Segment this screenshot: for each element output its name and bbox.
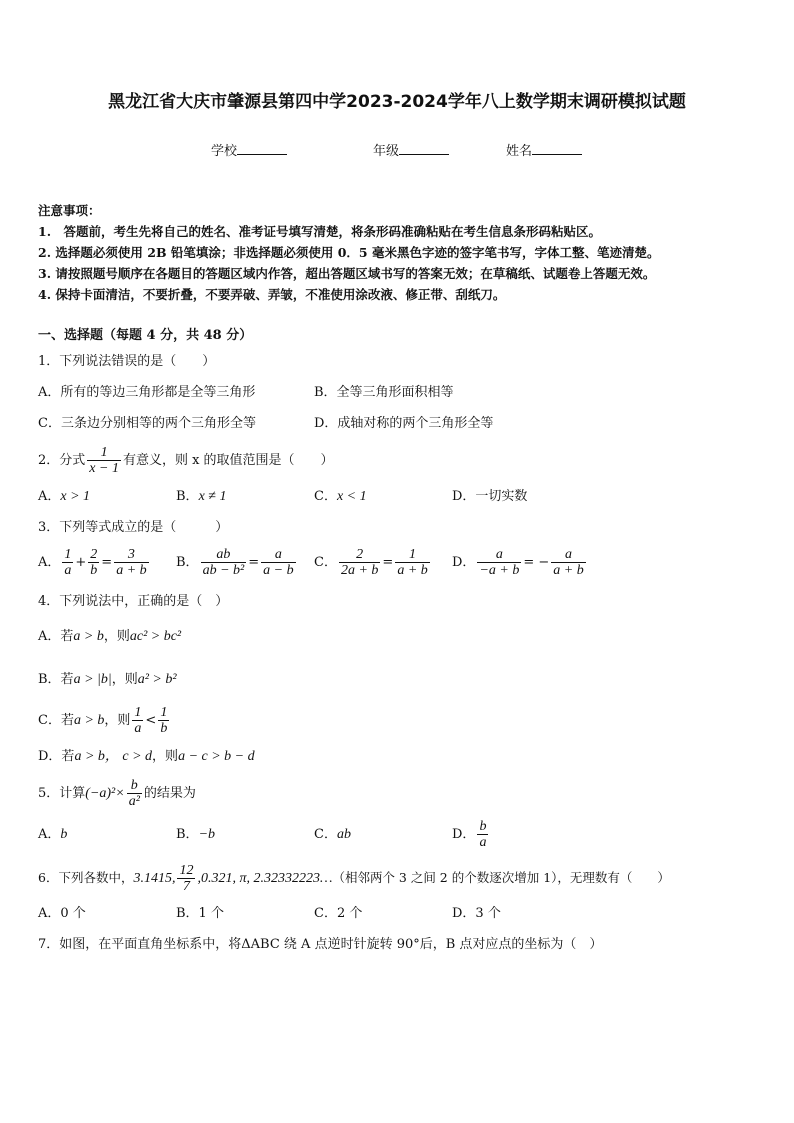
q3a-equals: = xyxy=(101,555,113,570)
q4c-then: ，则 xyxy=(104,713,131,728)
q5-option-b-label: B． xyxy=(176,827,199,842)
q6-prefix: 6．下列各数中， xyxy=(38,870,134,885)
q4c-frac-2 xyxy=(158,705,169,736)
q2-numerator: 1 xyxy=(87,445,121,461)
q3-option-b-label: B． xyxy=(176,555,199,570)
grade-field xyxy=(373,140,449,159)
q3a-frac-3 xyxy=(114,547,148,578)
q3d-frac-1-num: a xyxy=(477,547,521,563)
q6-option-c: C．2 个 xyxy=(314,906,363,921)
q4b-then: ，则 xyxy=(111,672,138,687)
q3d-frac-1-den: −a + b xyxy=(479,563,520,578)
q4b-prefix: B．若 xyxy=(38,672,74,687)
school-field xyxy=(211,140,287,159)
q3c-equals: = xyxy=(382,555,394,570)
q2-option-a-math: x > 1 xyxy=(60,489,91,504)
q3-option-d xyxy=(452,546,588,580)
q6-option-a: A．0 个 xyxy=(38,906,86,921)
q3b-frac-2 xyxy=(261,547,295,578)
q5-stem xyxy=(38,777,196,811)
q3d-frac-2 xyxy=(551,547,585,578)
page-title: 黑龙江省大庆市肇源县第四中学2023-2024学年八上数学期末调研模拟试题 xyxy=(108,92,686,112)
q3d-frac-2-den: a + b xyxy=(553,563,584,578)
notice-item-3: 3. 请按照题号顺序在各题目的答题区域内作答，超出答题区域书写的答案无效；在草稿纸、试题卷上答题无效。 xyxy=(38,266,656,281)
q3-option-a xyxy=(38,546,151,580)
notice-item-1: 1. 答题前，考生先将自己的姓名、准考证号填写清楚，将条形码准确粘贴在考生信息条形码粘贴区。 xyxy=(38,224,602,239)
q7-stem: 7．如图，在平面直角坐标系中，将ΔABC 绕 A 点逆时针旋转 90°后，B 点对应点的坐标为（ ） xyxy=(38,937,603,952)
q3c-frac-2-den: a + b xyxy=(397,563,428,578)
q4-option-c xyxy=(38,704,171,738)
q4b-condition: a > |b| xyxy=(73,672,112,687)
q5-option-d xyxy=(452,818,490,852)
q3b-frac-1-den: ab − b² xyxy=(202,563,245,578)
q3a-frac-1-den: a xyxy=(64,563,72,578)
q6-stem xyxy=(38,861,670,896)
q2-option-a xyxy=(38,489,90,505)
q2-denominator: x − 1 xyxy=(89,461,119,476)
q2-stem-suffix: 有意义，则 x 的取值范围是（ ） xyxy=(122,453,334,468)
q4c-frac-2-den: b xyxy=(160,721,168,736)
school-label: 学校 xyxy=(211,144,238,159)
grade-blank xyxy=(399,142,449,155)
q3-option-a-label: A． xyxy=(38,555,61,570)
q4c-frac-1-num: 1 xyxy=(134,705,142,720)
q6-suffix: （相邻两个 3 之间 2 的个数逐次增加 1），无理数有（ ） xyxy=(332,870,670,885)
q4a-condition: a > b xyxy=(73,629,104,644)
q4a-prefix: A．若 xyxy=(38,629,74,644)
q6-number-1: 3.1415, xyxy=(133,871,176,886)
q5-option-b-math: −b xyxy=(198,827,216,842)
q3a-frac-1 xyxy=(62,547,73,578)
q4c-less-than: < xyxy=(145,713,157,728)
q3a-frac-2-den: b xyxy=(90,563,98,578)
q3d-frac-1 xyxy=(477,547,521,578)
q6-option-b: B．1 个 xyxy=(176,906,224,921)
q1-option-d: D．成轴对称的两个三角形全等 xyxy=(314,416,494,431)
q3b-frac-1 xyxy=(201,547,247,578)
q2-fraction xyxy=(87,445,121,476)
q5d-denominator: a xyxy=(479,835,487,850)
q4a-then: ，则 xyxy=(103,629,130,644)
q3a-frac-3-num: 3 xyxy=(114,547,148,563)
q3b-frac-2-num: a xyxy=(261,547,295,563)
q5-numerator: b xyxy=(127,778,142,794)
q5-option-a-math: b xyxy=(60,827,68,842)
q3-option-c xyxy=(314,546,432,580)
q3c-frac-2-num: 1 xyxy=(395,547,429,563)
q5-expression: (−a)²× xyxy=(85,786,125,801)
q2-option-b xyxy=(176,489,226,505)
q5-option-d-label: D． xyxy=(452,827,476,842)
q4-stem: 4．下列说法中，正确的是（ ） xyxy=(38,594,229,609)
q3a-frac-2 xyxy=(88,547,99,578)
q4d-conclusion: a − c > b − d xyxy=(178,749,255,764)
name-label: 姓名 xyxy=(506,144,533,159)
q6-option-d: D．3 个 xyxy=(452,906,501,921)
q2-option-a-label: A． xyxy=(38,489,61,504)
q3a-frac-3-den: a + b xyxy=(116,563,147,578)
q4c-condition: a > b xyxy=(73,713,105,728)
q2-option-d: D．一切实数 xyxy=(452,489,528,504)
q4a-conclusion: ac² > bc² xyxy=(129,629,182,644)
q2-option-c xyxy=(314,489,367,505)
q2-option-b-math: x ≠ 1 xyxy=(198,489,227,504)
q3-option-c-label: C． xyxy=(314,555,337,570)
q4c-prefix: C．若 xyxy=(38,713,74,728)
q4d-condition: a > b， c > d xyxy=(74,749,153,764)
notice-item-2: 2. 选择题必须使用 2B 铅笔填涂；非选择题必须使用 0．5 毫米黑色字迹的签字笔书写，字体工整、笔迹清楚。 xyxy=(38,245,660,260)
notice-item-4: 4. 保持卡面清洁，不要折叠，不要弄破、弄皱，不准使用涂改液、修正带、刮纸刀。 xyxy=(38,287,506,302)
q5-option-a-label: A． xyxy=(38,827,61,842)
q3b-frac-2-den: a − b xyxy=(263,563,294,578)
q6-numerator: 12 xyxy=(179,863,194,878)
q3a-frac-2-num: 2 xyxy=(90,547,98,562)
q2-option-c-label: C． xyxy=(314,489,337,504)
q3a-frac-1-num: 1 xyxy=(64,547,72,562)
q5-option-c-math: ab xyxy=(336,827,351,842)
q3-stem: 3．下列等式成立的是（ ） xyxy=(38,520,229,535)
q5d-fraction xyxy=(477,819,488,850)
school-blank xyxy=(237,142,287,155)
q5-prefix: 5．计算 xyxy=(38,786,86,801)
q3d-equals: = − xyxy=(523,555,550,570)
q4d-then: ，则 xyxy=(152,749,179,764)
q3c-frac-2 xyxy=(395,547,429,578)
q4-option-d xyxy=(38,749,255,765)
q2-option-b-label: B． xyxy=(176,489,199,504)
q5d-numerator: b xyxy=(479,819,487,834)
q6-denominator: 7 xyxy=(182,879,190,894)
q5-denominator: a² xyxy=(128,794,140,809)
name-blank xyxy=(532,142,582,155)
q1-stem: 1．下列说法错误的是（ ） xyxy=(38,354,216,369)
q2-option-c-math: x < 1 xyxy=(336,489,367,504)
q4c-frac-1 xyxy=(132,705,143,736)
grade-label: 年级 xyxy=(373,144,400,159)
q3c-frac-1-den: 2a + b xyxy=(340,563,379,578)
q2-stem-prefix: 2．分式 xyxy=(38,453,86,468)
q5-option-c xyxy=(314,827,351,843)
q4b-conclusion: a² > b² xyxy=(137,672,177,687)
q3b-frac-1-num: ab xyxy=(201,547,247,563)
q3d-frac-2-num: a xyxy=(551,547,585,563)
q4c-frac-2-num: 1 xyxy=(160,705,168,720)
q3c-frac-1 xyxy=(339,547,380,578)
q1-option-c: C．三条边分别相等的两个三角形全等 xyxy=(38,416,256,431)
name-field xyxy=(506,140,582,159)
q5-suffix: 的结果为 xyxy=(143,786,196,801)
q2-stem xyxy=(38,444,334,478)
q4d-prefix: D．若 xyxy=(38,749,75,764)
q3-option-b xyxy=(176,546,298,580)
q5-option-b xyxy=(176,827,215,843)
q6-fraction xyxy=(177,863,195,894)
q3a-plus: + xyxy=(75,555,87,570)
q1-option-b: B．全等三角形面积相等 xyxy=(314,385,454,400)
q5-fraction xyxy=(127,778,142,809)
q4-option-b xyxy=(38,672,177,688)
section-heading: 一、选择题（每题 4 分，共 48 分） xyxy=(38,328,253,343)
q5-option-a xyxy=(38,827,67,843)
q5-option-c-label: C． xyxy=(314,827,337,842)
q4-option-a xyxy=(38,629,181,645)
q3b-equals: = xyxy=(248,555,260,570)
q1-option-a: A．所有的等边三角形都是全等三角形 xyxy=(38,385,256,400)
notice-heading: 注意事项： xyxy=(38,203,101,218)
q6-numbers-rest: ,0.321, π, 2.32332223… xyxy=(197,871,333,886)
q3-option-d-label: D． xyxy=(452,555,476,570)
q4c-frac-1-den: a xyxy=(134,721,142,736)
q3c-frac-1-num: 2 xyxy=(339,547,380,563)
